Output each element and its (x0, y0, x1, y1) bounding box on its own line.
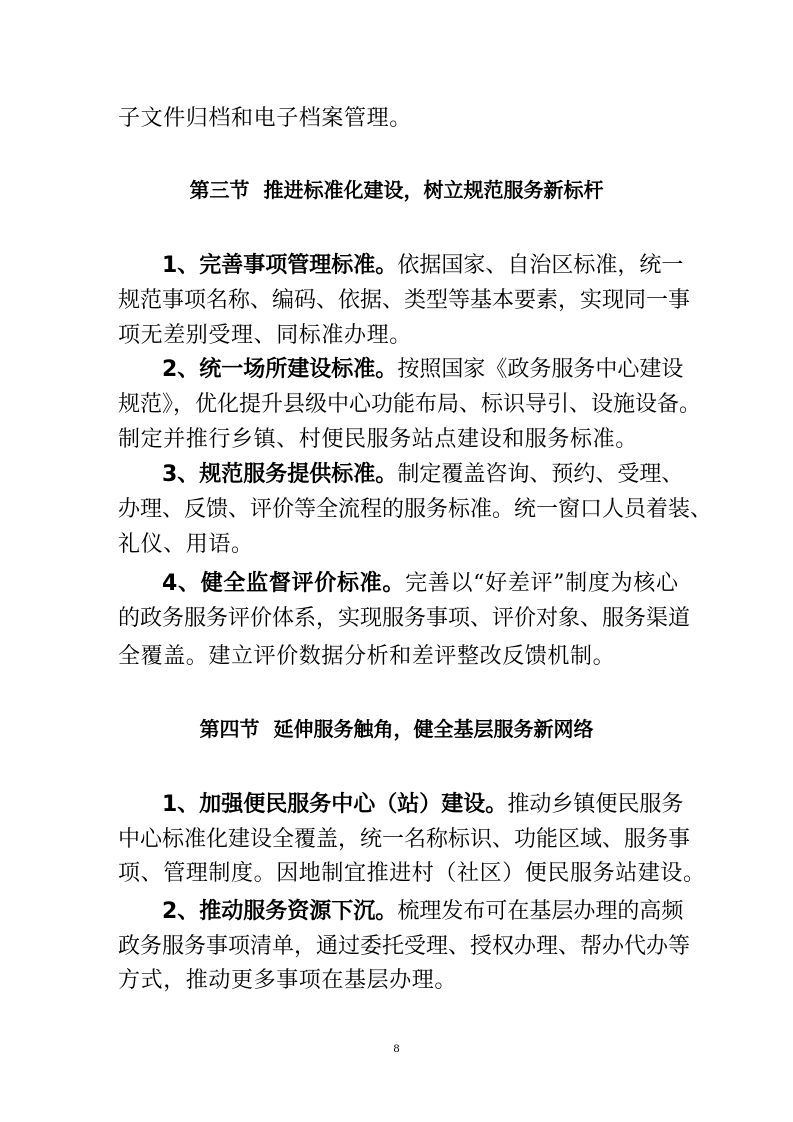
item-lead: 2、统一场所建设标准。 (162, 357, 398, 382)
body-line: 规范》，优化提升县级中心功能布局、标识导引、设施设备。 (118, 392, 702, 417)
body-line: 项无差别受理、同标准办理。 (118, 323, 412, 348)
body-line: 办理、反馈、评价等全流程的服务标准。统一窗口人员着装、 (118, 497, 713, 522)
item-lead: 2、推动服务资源下沉。 (162, 899, 398, 924)
section-heading: 第三节 推进标准化建设，树立规范服务新标杆 (189, 178, 604, 202)
body-line: 政务服务事项清单，通过委托受理、授权办理、帮办代办等 (118, 934, 691, 959)
paragraph-first-line: 1、加强便民服务中心（站）建设。推动乡镇便民服务 (162, 792, 684, 817)
paragraph-first-line: 4、健全监督评价标准。完善以“好差评”制度为核心 (162, 571, 679, 596)
item-lead: 3、规范服务提供标准。 (162, 462, 398, 487)
body-line: 制定并推行乡镇、村便民服务站点建设和服务标准。 (118, 427, 638, 452)
section-heading: 第四节 延伸服务触角，健全基层服务新网络 (199, 717, 594, 741)
body-line: 规范事项名称、编码、依据、类型等基本要素，实现同一事 (118, 288, 691, 313)
body-line: 项、管理制度。因地制宜推进村（社区）便民服务站建设。 (118, 861, 706, 886)
body-line: 的政务服务评价体系，实现服务事项、评价对象、服务渠道 (118, 606, 691, 631)
body-line: 礼仪、用语。 (118, 532, 254, 557)
paragraph-first-line: 3、规范服务提供标准。制定覆盖咨询、预约、受理、 (162, 462, 684, 487)
item-lead: 4、健全监督评价标准。 (162, 571, 406, 596)
paragraph-first-line: 1、完善事项管理标准。依据国家、自治区标准，统一 (162, 253, 684, 278)
item-lead: 1、完善事项管理标准。 (162, 253, 398, 278)
body-line: 中心标准化建设全覆盖，统一名称标识、功能区域、服务事 (118, 827, 691, 852)
paragraph-first-line: 2、推动服务资源下沉。梳理发布可在基层办理的高频 (162, 899, 684, 924)
page-number: 8 (393, 1041, 400, 1055)
paragraph-first-line: 2、统一场所建设标准。按照国家《政务服务中心建设 (162, 357, 684, 382)
body-line: 全覆盖。建立评价数据分析和差评整改反馈机制。 (118, 644, 616, 669)
body-line: 子文件归档和电子档案管理。 (118, 106, 412, 131)
body-line: 方式，推动更多事项在基层办理。 (118, 968, 458, 993)
item-lead: 1、加强便民服务中心（站）建设。 (162, 792, 508, 817)
